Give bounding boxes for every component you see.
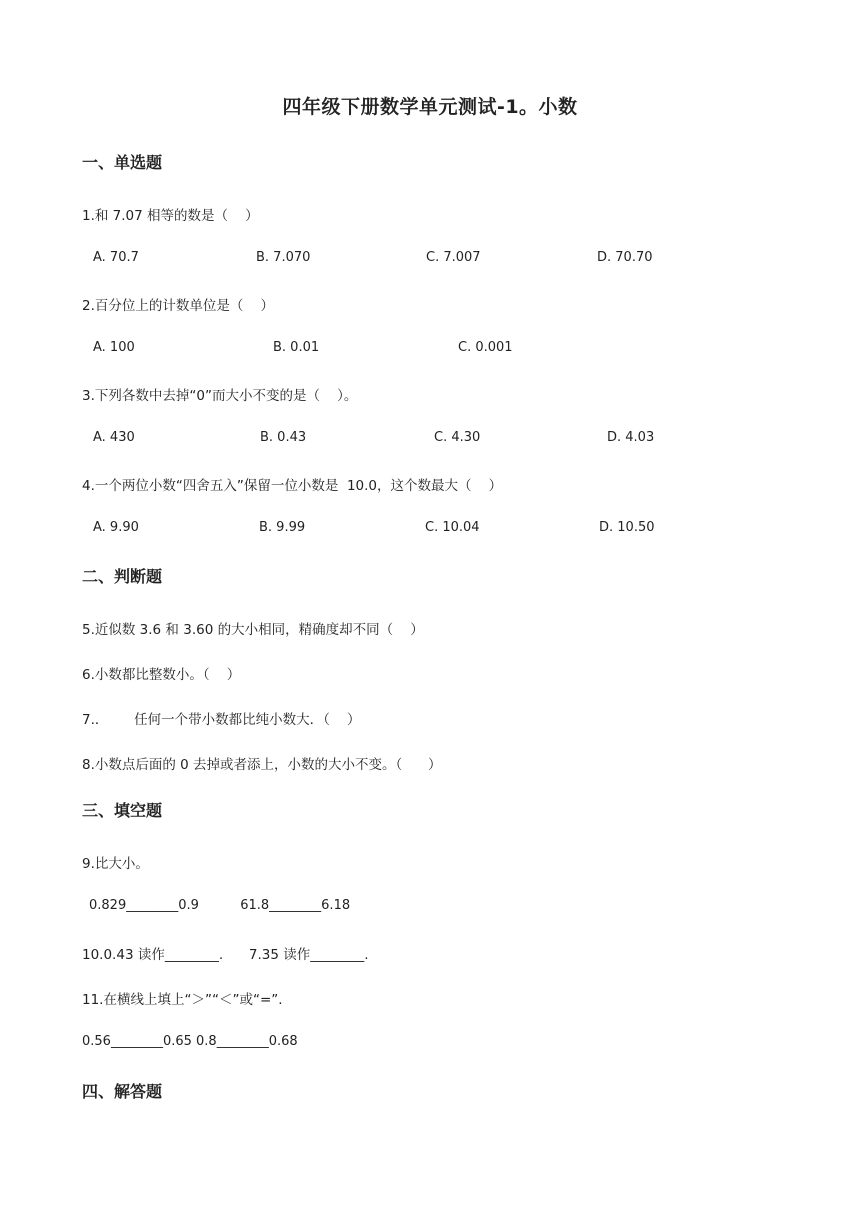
question-4-text: 4.一个两位小数“四舍五入”保留一位小数是 10.0，这个数最大（ ） (82, 478, 503, 494)
question-1-option-d: D. 70.70 (597, 250, 653, 265)
question-2-option-a: A. 100 (93, 340, 135, 355)
question-4-option-c: C. 10.04 (425, 520, 480, 535)
question-11-text: 11.在横线上填上“＞”“＜”或“=”. (82, 992, 283, 1008)
question-3-option-d: D. 4.03 (607, 430, 655, 445)
question-2-option-c: C. 0.001 (458, 340, 513, 355)
question-4-option-a: A. 9.90 (93, 520, 139, 535)
question-6-text: 6.小数都比整数小。（ ） (82, 667, 241, 683)
question-2-option-b: B. 0.01 (273, 340, 320, 355)
question-9-text: 9.比大小。 (82, 856, 149, 872)
document-title: 四年级下册数学单元测试-1。小数 (282, 96, 578, 118)
question-11-fill-line: 0.56________0.65 0.8________0.68 (82, 1034, 298, 1049)
question-4-option-d: D. 10.50 (599, 520, 655, 535)
question-10-text: 10.0.43 读作________. 7.35 读作________. (82, 947, 369, 963)
question-3-option-b: B. 0.43 (260, 430, 307, 445)
question-1-text: 1.和 7.07 相等的数是（ ） (82, 208, 259, 224)
question-8-text: 8.小数点后面的 0 去掉或者添上，小数的大小不变。（ ） (82, 757, 442, 773)
question-3-option-c: C. 4.30 (434, 430, 481, 445)
question-3-option-a: A. 430 (93, 430, 135, 445)
section-heading-true-false: 二、判断题 (82, 567, 163, 586)
question-3-text: 3.下列各数中去掉“0”而大小不变的是（ ）。 (82, 388, 358, 404)
question-2-text: 2.百分位上的计数单位是（ ） (82, 298, 275, 314)
section-heading-single-choice: 一、单选题 (82, 153, 163, 172)
question-7-text: 7.． 任何一个带小数都比纯小数大．（ ） (82, 712, 361, 728)
question-4-option-b: B. 9.99 (259, 520, 306, 535)
section-heading-solution: 四、解答题 (82, 1082, 163, 1101)
question-1-option-c: C. 7.007 (426, 250, 481, 265)
question-9-fill-line: 0.829________0.9 61.8________6.18 (89, 898, 351, 913)
section-heading-fill-blank: 三、填空题 (82, 801, 163, 820)
question-1-option-a: A. 70.7 (93, 250, 139, 265)
question-5-text: 5.近似数 3.6 和 3.60 的大小相同，精确度却不同（ ） (82, 622, 424, 638)
question-1-option-b: B. 7.070 (256, 250, 311, 265)
